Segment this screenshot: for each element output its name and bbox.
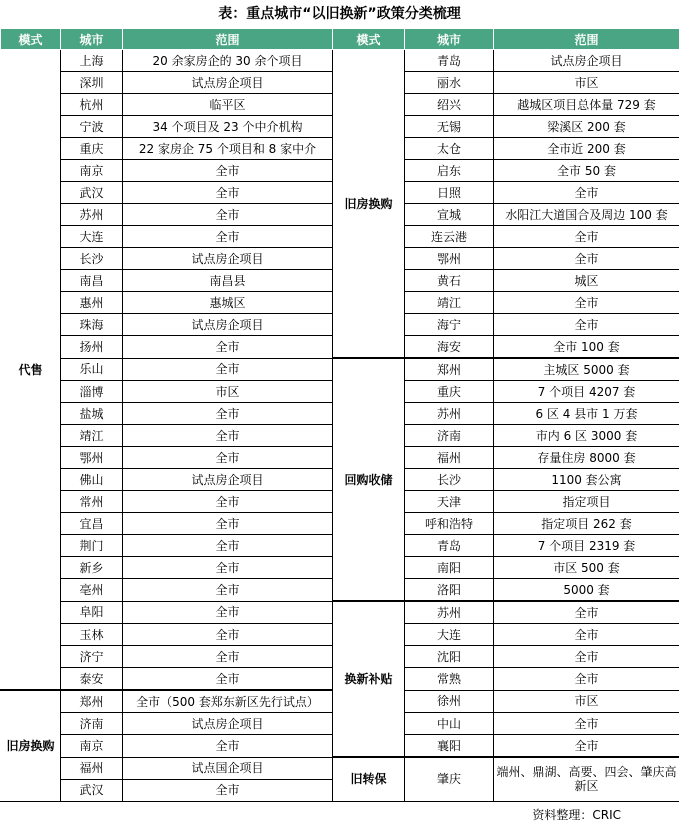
scope-cell: 梁溪区 200 套 — [494, 116, 679, 138]
city-cell: 宜昌 — [61, 513, 123, 535]
city-cell: 海安 — [405, 336, 494, 359]
scope-cell: 全市 — [123, 557, 333, 579]
city-cell: 海宁 — [405, 314, 494, 336]
scope-cell: 全市 100 套 — [494, 336, 679, 359]
header-row — [1, 29, 679, 50]
city-cell: 济南 — [61, 713, 123, 735]
table-row — [1, 50, 679, 72]
table-row — [1, 601, 679, 624]
mode-cell: 换新补贴 — [333, 601, 405, 757]
scope-cell: 市区 500 套 — [494, 557, 679, 579]
scope-cell: 全市 — [123, 513, 333, 535]
city-cell: 扬州 — [61, 336, 123, 359]
city-cell: 太仓 — [405, 138, 494, 160]
scope-cell: 全市 — [123, 735, 333, 758]
city-cell: 连云港 — [405, 226, 494, 248]
city-cell: 泰安 — [61, 668, 123, 691]
scope-cell: 试点国企项目 — [123, 757, 333, 779]
city-cell: 武汉 — [61, 182, 123, 204]
city-cell: 徐州 — [405, 690, 494, 713]
scope-cell: 全市 — [494, 713, 679, 735]
header-city: 城市 — [61, 29, 123, 50]
city-cell: 珠海 — [61, 314, 123, 336]
scope-cell: 全市 — [123, 491, 333, 513]
scope-cell: 20 余家房企的 30 余个项目 — [123, 50, 333, 72]
scope-cell: 市内 6 区 3000 套 — [494, 425, 679, 447]
city-cell: 中山 — [405, 713, 494, 735]
city-cell: 鄂州 — [405, 248, 494, 270]
scope-cell: 存量住房 8000 套 — [494, 447, 679, 469]
table-body — [1, 50, 679, 802]
scope-cell: 6 区 4 县市 1 万套 — [494, 403, 679, 425]
city-cell: 大连 — [61, 226, 123, 248]
mode-cell: 代售 — [1, 50, 61, 691]
scope-cell: 5000 套 — [494, 579, 679, 602]
city-cell: 惠州 — [61, 292, 123, 314]
scope-cell: 全市 — [123, 579, 333, 602]
city-cell: 青岛 — [405, 50, 494, 72]
city-cell: 常州 — [61, 491, 123, 513]
scope-cell: 全市 — [494, 248, 679, 270]
scope-cell: 全市 50 套 — [494, 160, 679, 182]
city-cell: 重庆 — [61, 138, 123, 160]
scope-cell: 越城区项目总体量 729 套 — [494, 94, 679, 116]
scope-cell: 试点房企项目 — [123, 713, 333, 735]
header-scope: 范围 — [123, 29, 333, 50]
city-cell: 苏州 — [61, 204, 123, 226]
scope-cell: 全市 — [123, 646, 333, 668]
scope-cell: 全市 — [494, 314, 679, 336]
scope-cell: 1100 套公寓 — [494, 469, 679, 491]
table-title: 表：重点城市“以旧换新”政策分类梳理 — [218, 6, 461, 22]
city-cell: 大连 — [405, 624, 494, 646]
city-cell: 呼和浩特 — [405, 513, 494, 535]
city-cell: 南京 — [61, 735, 123, 758]
city-cell: 靖江 — [405, 292, 494, 314]
city-cell: 新乡 — [61, 557, 123, 579]
city-cell: 淄博 — [61, 381, 123, 403]
scope-cell: 指定项目 262 套 — [494, 513, 679, 535]
mode-cell: 旧转保 — [333, 757, 405, 801]
city-cell: 杭州 — [61, 94, 123, 116]
city-cell: 黄石 — [405, 270, 494, 292]
scope-cell: 端州、鼎湖、高要、四会、肇庆高新区 — [494, 757, 679, 801]
city-cell: 靖江 — [61, 425, 123, 447]
city-cell: 荆门 — [61, 535, 123, 557]
scope-cell: 全市 — [494, 646, 679, 668]
scope-cell: 临平区 — [123, 94, 333, 116]
header-mode: 模式 — [333, 29, 405, 50]
city-cell: 丽水 — [405, 72, 494, 94]
city-cell: 无锡 — [405, 116, 494, 138]
city-cell: 郑州 — [61, 690, 123, 713]
city-cell: 青岛 — [405, 535, 494, 557]
scope-cell: 全市近 200 套 — [494, 138, 679, 160]
scope-cell: 全市 — [494, 226, 679, 248]
city-cell: 福州 — [405, 447, 494, 469]
header-scope: 范围 — [494, 29, 679, 50]
city-cell: 宁波 — [61, 116, 123, 138]
city-cell: 郑州 — [405, 358, 494, 381]
city-cell: 肇庆 — [405, 757, 494, 801]
city-cell: 南昌 — [61, 270, 123, 292]
city-cell: 南京 — [61, 160, 123, 182]
scope-cell: 全市 — [123, 204, 333, 226]
city-cell: 玉林 — [61, 624, 123, 646]
scope-cell: 试点房企项目 — [123, 248, 333, 270]
scope-cell: 水阳江大道国合及周边 100 套 — [494, 204, 679, 226]
city-cell: 济宁 — [61, 646, 123, 668]
city-cell: 长沙 — [61, 248, 123, 270]
header-city: 城市 — [405, 29, 494, 50]
scope-cell: 市区 — [123, 381, 333, 403]
header-mode: 模式 — [1, 29, 61, 50]
scope-cell: 7 个项目 4207 套 — [494, 381, 679, 403]
city-cell: 襄阳 — [405, 735, 494, 758]
scope-cell: 全市 — [123, 403, 333, 425]
scope-cell: 指定项目 — [494, 491, 679, 513]
scope-cell: 市区 — [494, 690, 679, 713]
scope-cell: 34 个项目及 23 个中介机构 — [123, 116, 333, 138]
city-cell: 深圳 — [61, 72, 123, 94]
scope-cell: 主城区 5000 套 — [494, 358, 679, 381]
city-cell: 日照 — [405, 182, 494, 204]
city-cell: 上海 — [61, 50, 123, 72]
scope-cell: 惠城区 — [123, 292, 333, 314]
scope-cell: 试点房企项目 — [494, 50, 679, 72]
city-cell: 常熟 — [405, 668, 494, 691]
city-cell: 苏州 — [405, 403, 494, 425]
mode-cell: 旧房换购 — [1, 690, 61, 801]
scope-cell: 试点房企项目 — [123, 469, 333, 491]
city-cell: 福州 — [61, 757, 123, 779]
mode-cell: 回购收储 — [333, 358, 405, 601]
scope-cell: 市区 — [494, 72, 679, 94]
scope-cell: 全市 — [123, 226, 333, 248]
table-row — [1, 358, 679, 381]
scope-cell: 全市 — [123, 779, 333, 801]
scope-cell: 全市 — [123, 425, 333, 447]
city-cell: 鄂州 — [61, 447, 123, 469]
scope-cell: 全市 — [123, 668, 333, 691]
scope-cell: 全市 — [123, 160, 333, 182]
scope-cell: 全市 — [123, 624, 333, 646]
scope-cell: 全市 — [123, 535, 333, 557]
table-row — [1, 757, 679, 779]
scope-cell: 全市（500 套郑东新区先行试点） — [123, 690, 333, 713]
scope-cell: 全市 — [123, 336, 333, 359]
scope-cell: 全市 — [123, 447, 333, 469]
scope-cell: 全市 — [123, 358, 333, 381]
source-note: 资料整理：CRIC — [532, 808, 621, 822]
city-cell: 启东 — [405, 160, 494, 182]
scope-cell: 全市 — [494, 668, 679, 691]
city-cell: 乐山 — [61, 358, 123, 381]
scope-cell: 22 家房企 75 个项目和 8 家中介 — [123, 138, 333, 160]
city-cell: 天津 — [405, 491, 494, 513]
scope-cell: 7 个项目 2319 套 — [494, 535, 679, 557]
scope-cell: 全市 — [494, 624, 679, 646]
scope-cell: 试点房企项目 — [123, 314, 333, 336]
city-cell: 亳州 — [61, 579, 123, 602]
scope-cell: 全市 — [494, 292, 679, 314]
city-cell: 重庆 — [405, 381, 494, 403]
mode-cell: 旧房换购 — [333, 50, 405, 359]
scope-cell: 全市 — [494, 735, 679, 758]
scope-cell: 试点房企项目 — [123, 72, 333, 94]
city-cell: 盐城 — [61, 403, 123, 425]
scope-cell: 城区 — [494, 270, 679, 292]
scope-cell: 全市 — [494, 601, 679, 624]
scope-cell: 全市 — [123, 601, 333, 624]
scope-cell: 全市 — [123, 182, 333, 204]
city-cell: 阜阳 — [61, 601, 123, 624]
city-cell: 苏州 — [405, 601, 494, 624]
scope-cell: 南昌县 — [123, 270, 333, 292]
city-cell: 佛山 — [61, 469, 123, 491]
city-cell: 南阳 — [405, 557, 494, 579]
city-cell: 武汉 — [61, 779, 123, 801]
scope-cell: 全市 — [494, 182, 679, 204]
policy-table — [0, 28, 679, 802]
city-cell: 洛阳 — [405, 579, 494, 602]
city-cell: 宣城 — [405, 204, 494, 226]
city-cell: 长沙 — [405, 469, 494, 491]
city-cell: 绍兴 — [405, 94, 494, 116]
city-cell: 沈阳 — [405, 646, 494, 668]
city-cell: 济南 — [405, 425, 494, 447]
